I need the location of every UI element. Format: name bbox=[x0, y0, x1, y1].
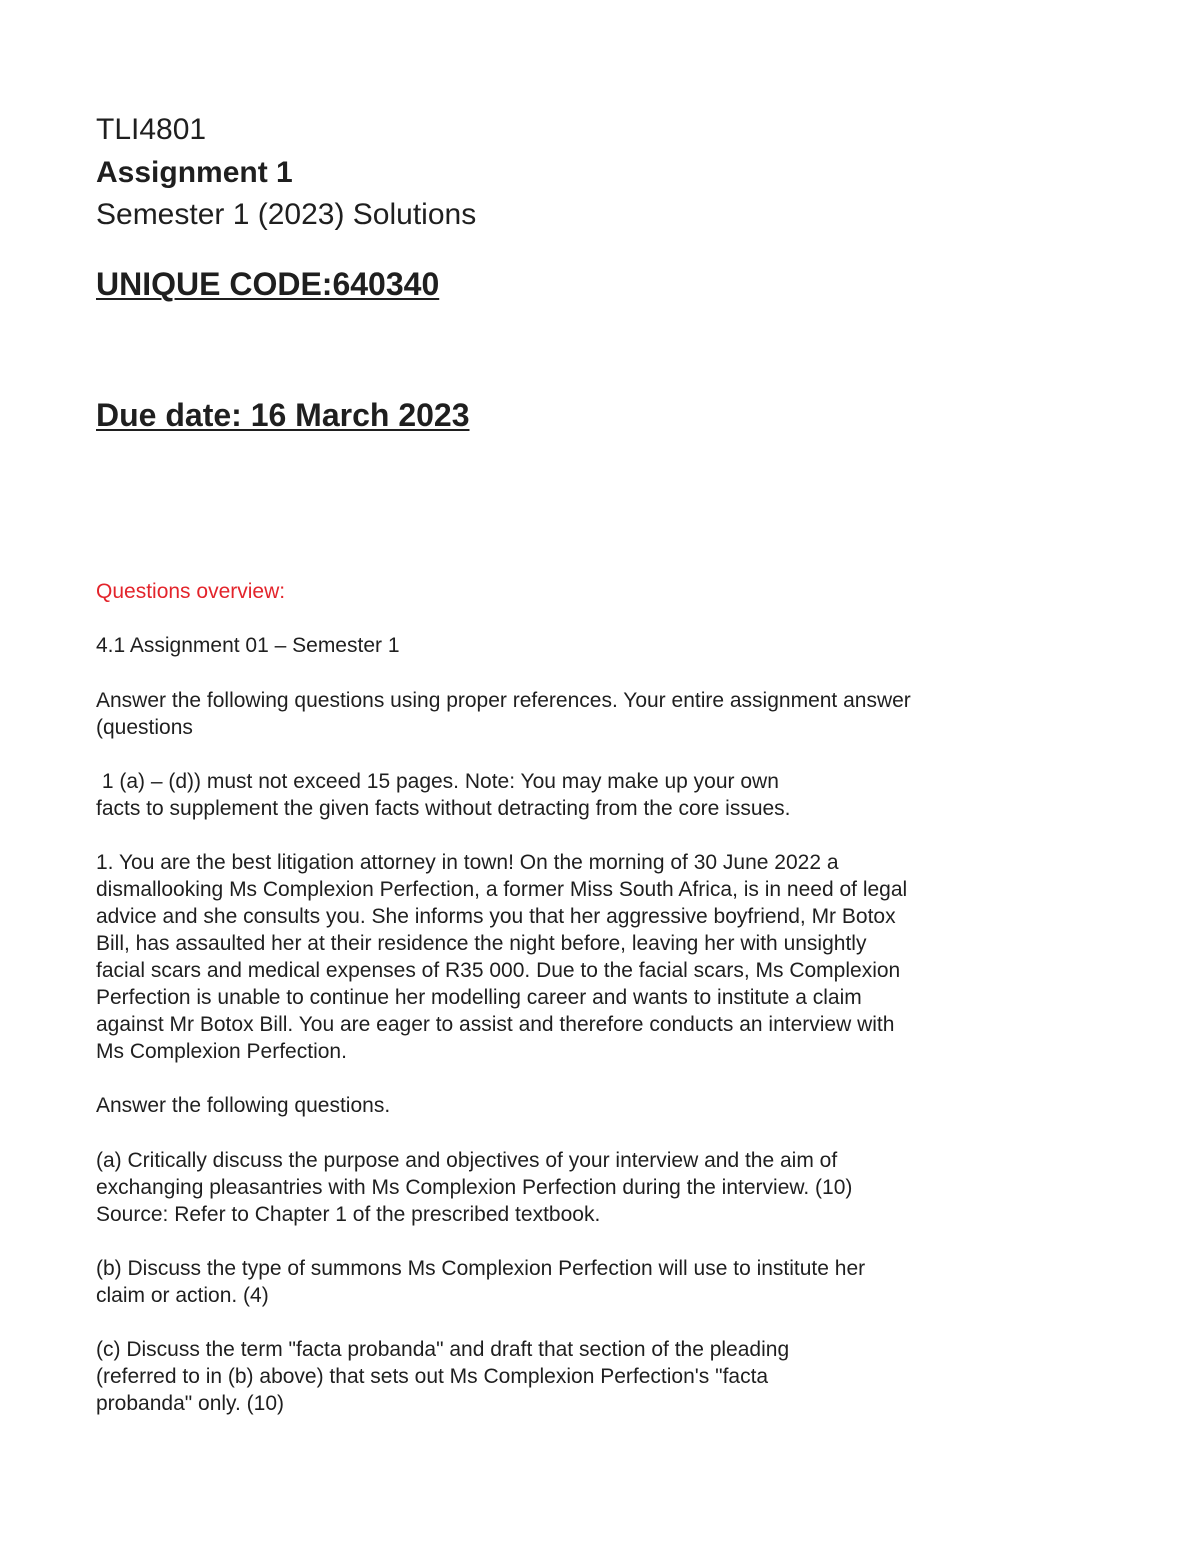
scenario-line: Perfection is unable to continue her modelling career and wants to institute a claim bbox=[96, 986, 862, 1009]
section-title: 4.1 Assignment 01 – Semester 1 bbox=[96, 634, 400, 657]
instructions-line: Answer the following questions using proper references. Your entire assignment answer bbox=[96, 689, 911, 712]
scenario-line: 1. You are the best litigation attorney in town! On the morning of 30 June 2022 a bbox=[96, 851, 839, 874]
scenario-line: against Mr Botox Bill. You are eager to assist and therefore conducts an interview with bbox=[96, 1013, 895, 1036]
semester-line: Semester 1 (2023) Solutions bbox=[96, 198, 477, 231]
question-a-line: (a) Critically discuss the purpose and objectives of your interview and the aim of bbox=[96, 1149, 838, 1172]
instructions-line: facts to supplement the given facts without detracting from the core issues. bbox=[96, 797, 791, 820]
course-code: TLI4801 bbox=[96, 113, 207, 146]
question-c-line: (c) Discuss the term "facta probanda" and draft that section of the pleading bbox=[96, 1338, 790, 1361]
scenario-line: dismallooking Ms Complexion Perfection, a former Miss South Africa, is in need of legal bbox=[96, 878, 908, 901]
scenario-line: facial scars and medical expenses of R35 000. Due to the facial scars, Ms Complexion bbox=[96, 959, 901, 982]
answer-prompt: Answer the following questions. bbox=[96, 1094, 391, 1117]
question-c-line: (referred to in (b) above) that sets out Ms Complexion Perfection's "facta bbox=[96, 1365, 769, 1388]
questions-overview-label: Questions overview: bbox=[96, 580, 286, 603]
unique-code: UNIQUE CODE:640340 bbox=[96, 266, 440, 302]
scenario-line: Bill, has assaulted her at their residence the night before, leaving her with unsightly bbox=[96, 932, 867, 955]
scenario-line: Ms Complexion Perfection. bbox=[96, 1040, 347, 1063]
question-a-source: Source: Refer to Chapter 1 of the prescribed textbook. bbox=[96, 1203, 601, 1226]
assignment-title: Assignment 1 bbox=[96, 156, 293, 189]
instructions-line: (questions bbox=[96, 716, 193, 739]
due-date: Due date: 16 March 2023 bbox=[96, 397, 470, 433]
scenario-line: advice and she consults you. She informs you that her aggressive boyfriend, Mr Botox bbox=[96, 905, 896, 928]
instructions-line: 1 (a) – (d)) must not exceed 15 pages. Note: You may make up your own bbox=[96, 770, 779, 793]
question-c-line: probanda" only. (10) bbox=[96, 1392, 285, 1415]
question-a-line: exchanging pleasantries with Ms Complexion Perfection during the interview. (10) bbox=[96, 1176, 853, 1199]
question-b-line: claim or action. (4) bbox=[96, 1284, 269, 1307]
question-b-line: (b) Discuss the type of summons Ms Complexion Perfection will use to institute her bbox=[96, 1257, 866, 1280]
